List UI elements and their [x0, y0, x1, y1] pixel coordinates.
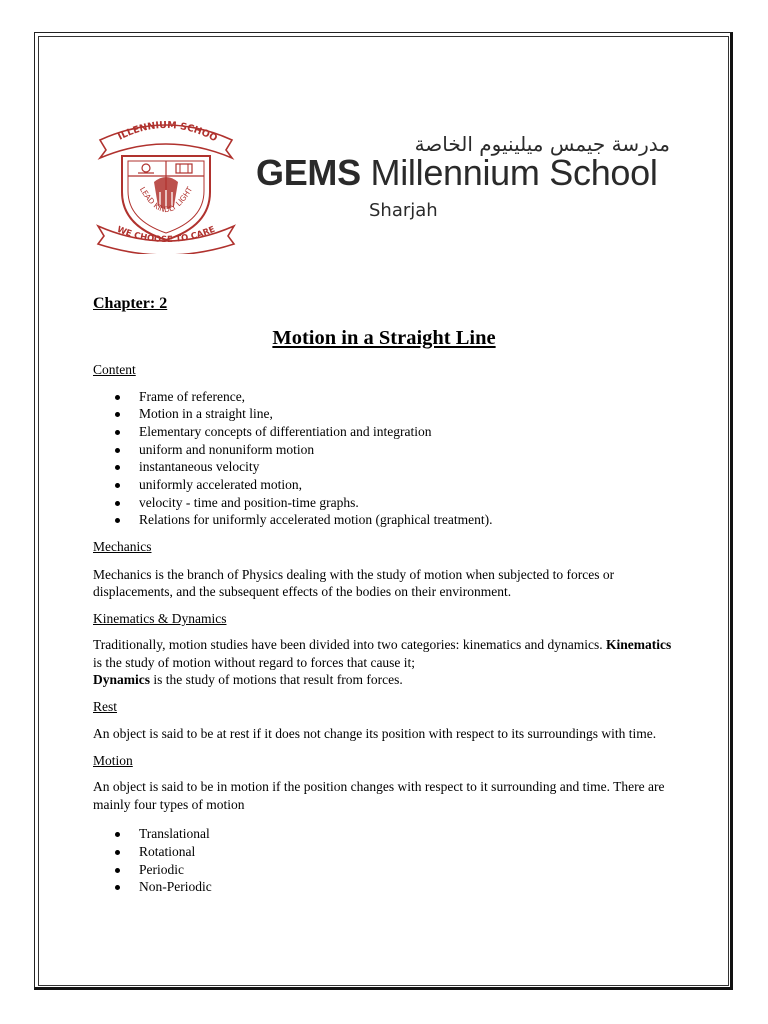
kd-text-part: is the study of motion without regard to forces that cause it; [93, 654, 416, 670]
list-item: Periodic [139, 861, 683, 879]
list-item: uniform and nonuniform motion [139, 441, 683, 459]
kinematics-dynamics-paragraph [93, 636, 683, 689]
list-item: Relations for uniformly accelerated motion (graphical treatment). [139, 511, 683, 529]
list-item: uniformly accelerated motion, [139, 476, 683, 494]
chapter-label: Chapter: 2 [93, 295, 168, 312]
list-item: velocity - time and position-time graphs. [139, 494, 683, 512]
list-item: Frame of reference, [139, 388, 683, 406]
brand-city: Sharjah [369, 200, 438, 221]
kd-text-part: Traditionally, motion studies have been divided into two categories: kinematics and dynamics. [93, 637, 607, 653]
mechanics-paragraph: Mechanics is the branch of Physics dealing with the study of motion when subjected to forces or displacements, and the subsequent effects of the bodies on their environment. [93, 566, 615, 600]
document-body [93, 293, 683, 896]
motion-paragraph: An object is said to be in motion if the position changes with respect to it surrounding and time. There are mainly four types of motion [93, 779, 665, 812]
kinematics-term: Kinematics [606, 637, 672, 653]
brand-name-rest: Millennium School [360, 152, 658, 193]
brand-arabic-name: مدرسة جيمس ميلينيوم الخاصة [414, 132, 670, 156]
content-list [93, 388, 683, 530]
content-heading: Content [93, 362, 136, 377]
motion-heading: Motion [93, 752, 133, 768]
crest-motto-text: LEAD KINDLY LIGHT [137, 185, 195, 215]
list-item: Motion in a straight line, [139, 405, 683, 423]
school-brand [256, 130, 676, 230]
rest-paragraph: An object is said to be at rest if it does not change its position with respect to its surroundings with time. [93, 726, 657, 742]
document-title: Motion in a Straight Line [272, 327, 496, 349]
rest-heading: Rest [93, 698, 118, 714]
dynamics-term: Dynamics [93, 672, 150, 688]
list-item: Non-Periodic [139, 878, 683, 896]
crest-top-text: ILLENNIUM SCHOO [116, 119, 219, 145]
list-item: Translational [139, 825, 683, 843]
crest-bottom-text: WE CHOOSE TO CARE [115, 224, 217, 246]
list-item: Rotational [139, 843, 683, 861]
motion-types-list [93, 825, 683, 896]
list-item: Elementary concepts of differentiation and integration [139, 423, 683, 441]
list-item: instantaneous velocity [139, 458, 683, 476]
kinematics-dynamics-heading: Kinematics & Dynamics [93, 610, 227, 626]
brand-name [256, 152, 658, 194]
school-crest-logo [94, 118, 238, 254]
mechanics-heading: Mechanics [93, 539, 152, 555]
brand-name-gems: GEMS [256, 152, 361, 193]
kd-text-part: is the study of motions that result from forces. [150, 672, 403, 688]
